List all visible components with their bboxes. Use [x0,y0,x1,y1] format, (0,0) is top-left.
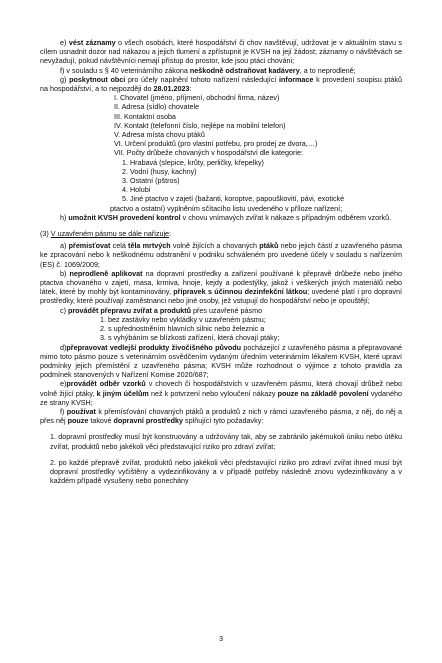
list-item: VII. Počty drůbeže chovaných v hospodářství dle kategorie: [114,148,303,158]
list-item: 3. Ostatní (pštros) [122,176,180,186]
list-item: 1. bez zastávky nebo vykládky v uzavřeném pásmu; [100,314,266,324]
list-item: 2. po každé přepravě zvířat, produktů nebo jakékoli věci představující riziko pro zdraví zvířat ihned musí být dopravní prostředky vyčištěny a vydezinfikovány a v případě potřeby následně znovu vydezinfikovány a v každém případě vysušeny nebo ponechány [50,457,402,486]
category-list [122,158,402,195]
list-item: 5. Jiné ptactvo v zajetí (bažanti, koroptve, papouškovití, pávi, exotické [122,194,345,204]
paragraph-b-disinfection: b) neprodleně aplikovat na dopravní prostředky a zařízení používané k přepravě drůbeže nebo jiného ptactva chovaného v zajetí, masa, krmiva, hnoje, kejdy a podestýlky, jakož i veškerých jiných materiálů nebo látek, které by mohly být kontaminovány, přípravek s účinnou dezinfekční látkou; uvedené platí i pro dopravní prostředky, které používají zaměstnanci nebo jiné osoby, jež vstupují do hospodářství nebo je opouštějí; [40,268,402,306]
list-item: VI. Určení produktů (pro vlastní potřebu, pro prodej ze dvora,…) [114,139,318,149]
paragraph-e-records: e) vést záznamy o všech osobách, které hospodářství či chov navštěvují, udržovat je v aktuálním stavu s cílem usnadnit dozor nad nákazou a jejich tlumení a zpřístupnit je KVSH na její žádost; záznamy o návštěvách se nevyžadují, pokud návštěvníci nemají přístup do prostor, kde jsou ptáci chováni; [40,38,403,66]
paragraph-e-sampling: e)provádět odběr vzorků v chovech či hospodářstvích v uzavřeném pásmu, která chovají drůbež nebo volně žijící ptáky, k jiným účelům než k potvrzení nebo vyloučení nákazy pouze na základě povolení vydaného ze strany KVSH; [40,379,402,407]
list-item: I. Chovatel (jméno, příjmení, obchodní firma, název) [114,93,280,103]
list-item: V. Adresa místa chovu ptáků [114,130,205,140]
paragraph-h-inspection: h) umožnit KVSH provedení kontrol v chovu vnímavých zvířat k nákaze s případným odběrem vzorků. [60,212,392,222]
information-list [114,93,402,157]
page-number: 3 [219,634,223,643]
paragraph-d-byproducts: d)přepravovat vedlejší produkty živočišného původu pocházející z uzavřeného pásma a přepravované mimo toto pásmo pouze s veterinárním osvědčením vydaným úředním veterinárním lékařem KVSH, které upraví podmínky jejich přemístění z uzavřeného pásma; KVSH může rozhodnout o výjimce z tohoto pravidla za podmínek stanovených v Nařízení Komise 2020/687; [40,342,402,380]
section-heading-3: (3) V uzavřeném pásmu se dále nařizuje: [40,229,172,239]
paragraph-c-transport: c) provádět přepravu zvířat a produktů přes uzavřené pásmo [60,305,263,315]
list-item: II. Adresa (sídlo) chovatele [114,102,200,112]
list-item: 2. s upřednostněním hlavních silnic nebo železnic a [100,324,265,334]
transport-conditions-list [100,315,402,343]
list-item: IV. Kontakt (telefonní číslo, nejlépe na mobilní telefon) [114,120,286,130]
list-item: III. Kontaktní osoba [114,111,176,121]
list-item: 1. dopravní prostředky musí být konstruovány a udržovány tak, aby se zabránilo jakémukoli úniku nebo útěku zvířat, produktů nebo jakékoli věci představující riziko pro zdraví zvířat; [50,432,402,451]
list-item: 2. Vodní (husy, kachny) [122,166,197,176]
list-item-continuation: ptactvo a ostatní) vyplněním sčítacího listu uvedeného v příloze nařízení; [110,203,343,213]
list-item: 4. Holubi [122,185,151,195]
paragraph-f-vehicles: f) používat k přemísťování chovaných ptáků a produktů z nich v rámci uzavřeného pásma, z něj, do něj a přes něj pouze takové dopravní prostředky splňující tyto požadavky: [40,406,402,426]
list-item: 1. Hrabavá (slepice, krůty, perličky, křepelky) [122,157,264,167]
paragraph-g-information: g) poskytnout obci pro účely naplnění tohoto nařízení následující informace k provedení soupisu ptáků na hospodářství, a to nejpozději do 28.01.2023: [40,74,403,94]
paragraph-f-carcasses: f) v souladu s § 40 veterinárního zákona neškodně odstraňovat kadávery, a to neprodleně; [60,65,356,75]
list-item: 3. s vyhýbáním se blízkosti zařízení, která chovají ptáky; [100,333,280,343]
paragraph-a-carcass-transfer: a) přemisťovat celá těla mrtvých volně žijících a chovaných ptáků nebo jejich částí z uzavřeného pásma ke zpracování nebo k neškodnému odstranění v podniku schváleném pro uvedené účely v souladu s nařízením (ES) č. 1069/2009; [40,241,402,269]
